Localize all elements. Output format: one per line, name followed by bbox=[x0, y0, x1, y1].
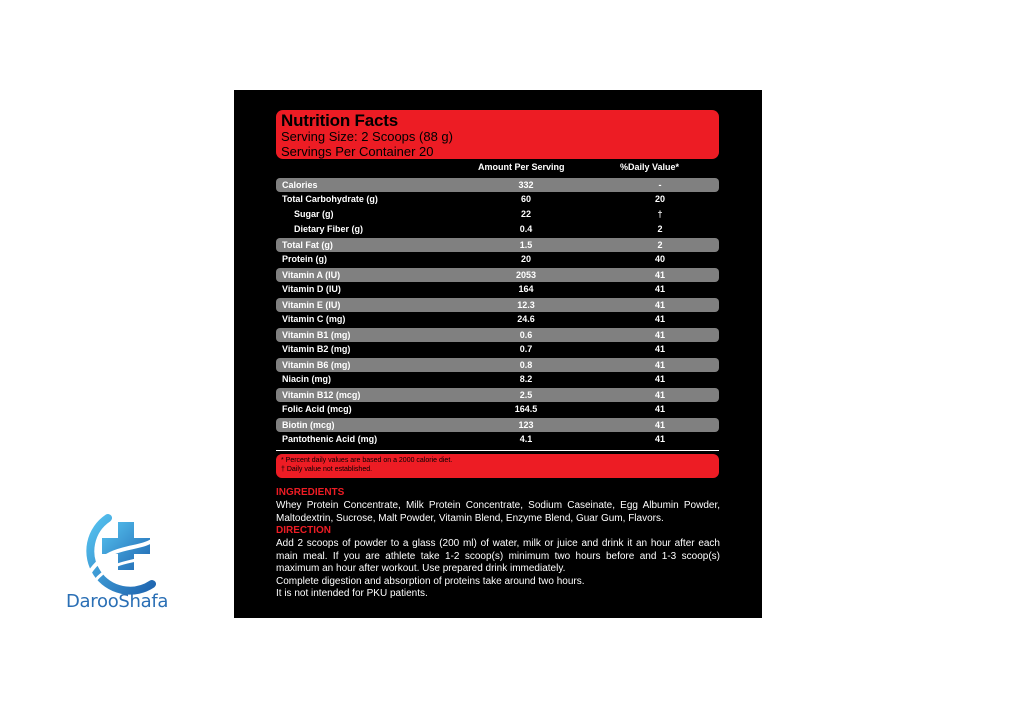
direction-text bbox=[276, 538, 720, 601]
nutrient-amount: 20 bbox=[520, 254, 532, 264]
nutrient-daily-value: 20 bbox=[654, 194, 666, 204]
nutrient-label: Vitamin B12 (mcg) bbox=[282, 389, 361, 400]
nutrient-daily-value: 41 bbox=[654, 434, 666, 444]
nutrient-amount: 22 bbox=[520, 209, 532, 219]
nutrient-daily-value: 41 bbox=[654, 404, 666, 414]
nutrient-row bbox=[276, 178, 719, 192]
nutrient-amount: 24.6 bbox=[517, 314, 535, 324]
nutrient-label: Pantothenic Acid (mg) bbox=[282, 434, 378, 444]
direction-line: It is not intended for PKU patients. bbox=[276, 588, 428, 600]
nutrient-table bbox=[276, 177, 719, 447]
nutrient-daily-value: 40 bbox=[654, 254, 666, 264]
serving-size: Serving Size: 2 Scoops (88 g) bbox=[281, 129, 453, 144]
footnote-percent: * Percent daily values are based on a 2000 calorie diet. bbox=[281, 457, 453, 464]
nutrient-daily-value: 41 bbox=[654, 314, 666, 324]
nutrient-label: Total Carbohydrate (g) bbox=[282, 194, 378, 204]
nutrient-row bbox=[276, 312, 719, 327]
nutrient-row bbox=[276, 418, 719, 432]
nutrient-daily-value: - bbox=[658, 179, 662, 190]
nutrient-amount: 60 bbox=[520, 194, 532, 204]
nutrient-label: Vitamin B6 (mg) bbox=[282, 359, 351, 370]
nutrient-amount: 164 bbox=[518, 284, 534, 294]
table-divider bbox=[276, 450, 719, 451]
nutrient-row bbox=[276, 402, 719, 417]
nutrient-row bbox=[276, 342, 719, 357]
nutrient-daily-value: 41 bbox=[654, 284, 666, 294]
nutrition-header bbox=[276, 110, 719, 159]
nutrient-label: Vitamin A (IU) bbox=[282, 269, 341, 280]
nutrient-row bbox=[276, 252, 719, 267]
nutrient-daily-value: 41 bbox=[654, 389, 666, 400]
nutrient-daily-value: 41 bbox=[654, 344, 666, 354]
nutrient-label: Folic Acid (mcg) bbox=[282, 404, 352, 414]
nutrient-amount: 1.5 bbox=[519, 239, 533, 250]
nutrient-amount: 332 bbox=[518, 179, 534, 190]
nutrient-daily-value: 41 bbox=[654, 419, 666, 430]
nutrient-row bbox=[276, 388, 719, 402]
nutrient-label: Vitamin B1 (mg) bbox=[282, 329, 351, 340]
footnote-dagger: † Daily value not established. bbox=[281, 466, 373, 473]
ingredients-heading: INGREDIENTS bbox=[276, 487, 345, 498]
nutrient-row bbox=[276, 207, 719, 222]
footnote-box bbox=[276, 454, 719, 478]
nutrient-daily-value: † bbox=[657, 209, 663, 219]
nutrient-row bbox=[276, 268, 719, 282]
nutrient-amount: 0.7 bbox=[519, 344, 533, 354]
servings-per-container: Servings Per Container 20 bbox=[281, 144, 434, 159]
nutrient-label: Vitamin C (mg) bbox=[282, 314, 346, 324]
nutrient-row bbox=[276, 282, 719, 297]
nutrient-amount: 2053 bbox=[515, 269, 537, 280]
nutrient-row bbox=[276, 298, 719, 312]
ingredients-text: Whey Protein Concentrate, Milk Protein Concentrate, Sodium Caseinate, Egg Albumin Powder, Maltodextrin, Sucrose, Malt Powder, Vitamin Blend, Enzyme Blend, Guar Gum, Flavors. bbox=[276, 500, 720, 524]
nutrient-row bbox=[276, 432, 719, 447]
nutrient-daily-value: 41 bbox=[654, 329, 666, 340]
nutrient-amount: 8.2 bbox=[519, 374, 533, 384]
direction-line: Complete digestion and absorption of proteins take around two hours. bbox=[276, 575, 585, 587]
nutrient-daily-value: 41 bbox=[654, 359, 666, 370]
nutrient-row bbox=[276, 358, 719, 372]
nutrient-daily-value: 41 bbox=[654, 374, 666, 384]
nutrient-row bbox=[276, 372, 719, 387]
column-header-amount: Amount Per Serving bbox=[478, 162, 565, 172]
direction-line: Add 2 scoops of powder to a glass (200 ml) of water, milk or juice and drink it an hour after each main meal. If you are athlete take 1-2 scoop(s) minimum two hours before and 1-3 scoop(s) maximum an hour after workout. Use prepared drink immediately. bbox=[276, 538, 720, 575]
nutrient-amount: 0.8 bbox=[519, 359, 533, 370]
nutrient-amount: 164.5 bbox=[514, 404, 538, 414]
nutrient-daily-value: 2 bbox=[657, 224, 663, 234]
nutrient-label: Sugar (g) bbox=[294, 209, 334, 219]
nutrient-amount: 0.6 bbox=[519, 329, 533, 340]
nutrient-label: Total Fat (g) bbox=[282, 239, 333, 250]
nutrient-daily-value: 41 bbox=[654, 299, 666, 310]
nutrient-daily-value: 2 bbox=[657, 239, 663, 250]
nutrition-panel bbox=[234, 90, 762, 618]
direction-heading: DIRECTION bbox=[276, 525, 331, 536]
nutrition-title: Nutrition Facts bbox=[281, 111, 398, 130]
nutrient-amount: 123 bbox=[518, 419, 534, 430]
nutrient-row bbox=[276, 222, 719, 237]
nutrient-label: Dietary Fiber (g) bbox=[294, 224, 364, 234]
brand-watermark: DarooShafa bbox=[66, 591, 169, 612]
nutrient-row bbox=[276, 328, 719, 342]
nutrient-row bbox=[276, 238, 719, 252]
nutrient-label: Vitamin B2 (mg) bbox=[282, 344, 351, 354]
nutrient-label: Protein (g) bbox=[282, 254, 327, 264]
nutrient-label: Calories bbox=[282, 179, 318, 190]
nutrient-daily-value: 41 bbox=[654, 269, 666, 280]
column-header-daily-value: %Daily Value* bbox=[620, 162, 680, 172]
nutrient-amount: 12.3 bbox=[517, 299, 535, 310]
nutrient-label: Vitamin D (IU) bbox=[282, 284, 341, 294]
nutrient-amount: 2.5 bbox=[519, 389, 533, 400]
nutrient-label: Niacin (mg) bbox=[282, 374, 332, 384]
nutrient-amount: 0.4 bbox=[519, 224, 533, 234]
nutrient-label: Biotin (mcg) bbox=[282, 419, 335, 430]
nutrient-label: Vitamin E (IU) bbox=[282, 299, 341, 310]
nutrient-amount: 4.1 bbox=[519, 434, 533, 444]
nutrient-row bbox=[276, 192, 719, 207]
